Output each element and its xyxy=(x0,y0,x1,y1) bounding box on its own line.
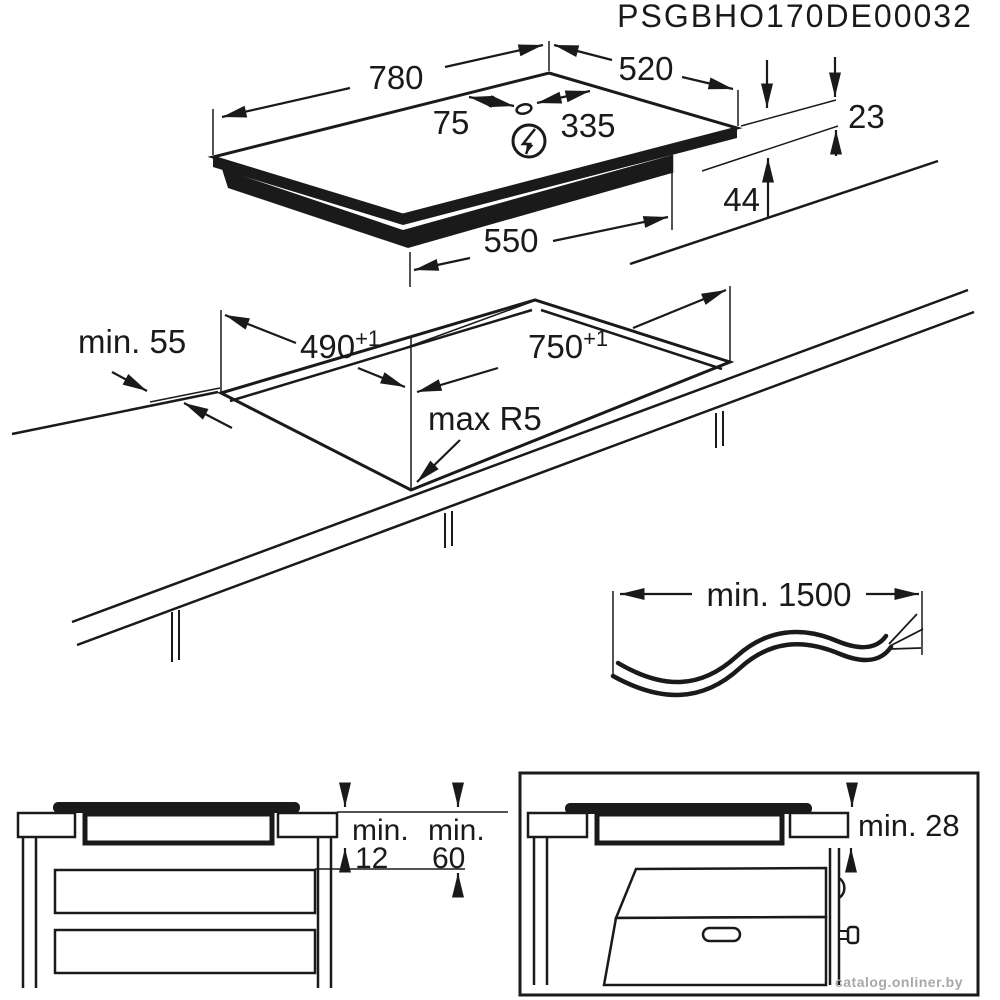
cable-icon xyxy=(613,614,923,695)
dim-line-520-left xyxy=(554,45,612,60)
hob-body-section xyxy=(85,814,272,843)
hob-glass-section xyxy=(53,802,300,813)
dimension-550-label: 550 xyxy=(483,222,539,259)
cutout-outline xyxy=(221,300,730,490)
arrow-min55-a xyxy=(112,372,147,391)
lightning-bolt-icon xyxy=(513,125,545,157)
dim-line-520-right xyxy=(682,77,733,89)
min60-word-label: min. xyxy=(428,814,485,847)
oven-handle-slot xyxy=(703,928,740,941)
worktop-left-section xyxy=(18,813,75,837)
min12-word-label: min. xyxy=(352,814,409,847)
dim-line-550-left xyxy=(414,258,470,270)
oven-top-face xyxy=(616,868,826,918)
oven-drawing xyxy=(604,848,858,985)
dim-line-780-right xyxy=(445,45,543,67)
dimension-335-label: 335 xyxy=(560,107,616,144)
cabinet-section-left-view xyxy=(18,784,508,988)
ref-line-glass-level xyxy=(741,100,836,126)
worktop-left-section-right xyxy=(528,813,587,837)
dimension-490-label: $490^{+1}$ xyxy=(300,326,381,365)
worktop-right-section-right xyxy=(790,813,848,837)
rear-clearance-label: min. 55 xyxy=(78,323,187,360)
min60-value-label: 60 xyxy=(432,842,466,875)
oven-knob xyxy=(839,927,858,943)
dim-line-490-left xyxy=(225,315,296,343)
dimension-75-label: 75 xyxy=(432,104,470,141)
hob-body-section-right xyxy=(597,814,782,843)
worktop-edge-line-top-view xyxy=(630,161,938,264)
dim-line-550-right xyxy=(553,217,668,241)
dim-line-750-right xyxy=(633,290,726,328)
drawer-lower xyxy=(55,930,315,973)
worktop-right-section xyxy=(278,813,337,837)
worktop-rear-edge-left xyxy=(12,392,218,434)
cable-length-label: min. 1500 xyxy=(706,576,852,613)
watermark: catalog.onliner.by xyxy=(834,974,963,990)
dimension-520-label: 520 xyxy=(618,50,674,87)
cabinet-section-right-view xyxy=(520,773,978,995)
part-code-title: PSGBHO170DE00032 xyxy=(617,0,973,34)
cabinet-side-left-right-panel xyxy=(534,837,547,985)
hob-isometric-view xyxy=(213,41,938,287)
dimension-780-label: 780 xyxy=(368,59,424,96)
arrow-min55-b xyxy=(184,403,232,428)
dimension-750-label: $750^{+1}$ xyxy=(528,326,609,365)
dimension-23-label: 23 xyxy=(848,98,885,135)
corner-radius-label: max R5 xyxy=(428,400,542,437)
power-cable-view xyxy=(613,576,923,695)
drawer-upper xyxy=(55,870,315,913)
dim-line-780-left xyxy=(222,88,350,117)
dimension-44-label: 44 xyxy=(723,181,760,218)
oven-clearance-label: min. 28 xyxy=(858,808,960,843)
min12-value-label: 12 xyxy=(355,842,389,875)
